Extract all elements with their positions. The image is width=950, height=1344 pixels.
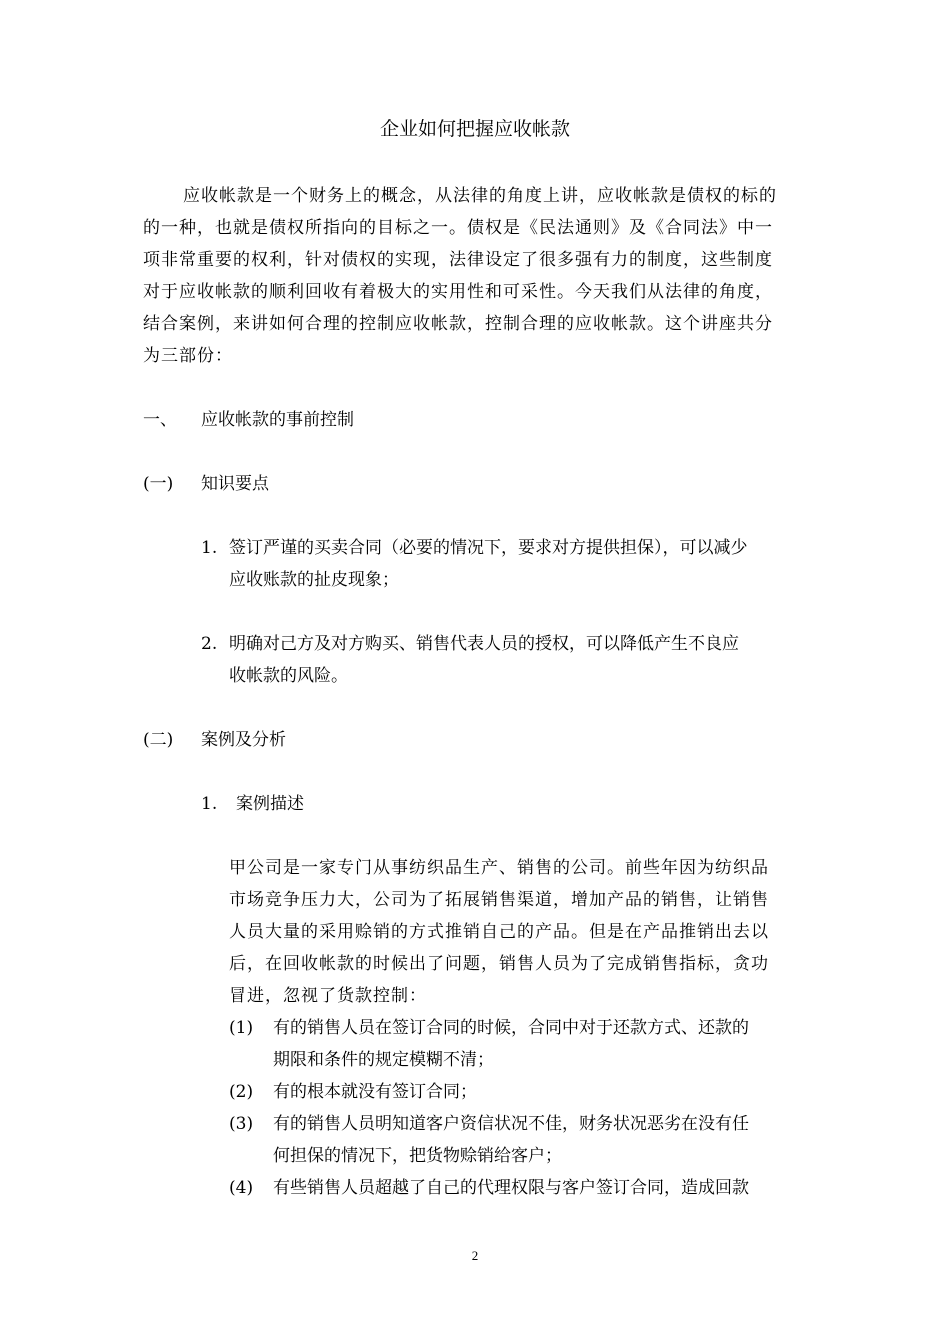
- intro-line: 结合案例，来讲如何合理的控制应收帐款，控制合理的应收帐款。这个讲座共分: [143, 314, 773, 334]
- case-line: 冒进，忽视了货款控制：: [229, 986, 427, 1006]
- subsection-number: (二): [143, 730, 174, 750]
- point-text: 收帐款的风险。: [229, 666, 348, 686]
- intro-line: 对于应收帐款的顺利回收有着极大的实用性和可采性。今天我们从法律的角度，: [143, 282, 773, 302]
- subsection-heading: 案例及分析: [201, 730, 286, 750]
- point-text: 签订严谨的买卖合同（必要的情况下，要求对方提供担保），可以减少: [229, 538, 748, 558]
- point-number: 1.: [201, 538, 218, 558]
- case-item-number: (4): [229, 1178, 254, 1198]
- case-line: 市场竞争压力大，公司为了拓展销售渠道，增加产品的销售，让销售: [229, 890, 769, 910]
- intro-line: 为三部份：: [143, 346, 233, 366]
- case-item-text: 何担保的情况下，把货物赊销给客户；: [273, 1146, 562, 1166]
- intro-line: 应收帐款是一个财务上的概念，从法律的角度上讲，应收帐款是债权的标的: [183, 186, 777, 206]
- case-line: 后，在回收帐款的时候出了问题，销售人员为了完成销售指标，贪功: [229, 954, 769, 974]
- section-heading: 应收帐款的事前控制: [201, 410, 354, 430]
- case-item-text: 有的销售人员在签订合同的时候，合同中对于还款方式、还款的: [273, 1018, 749, 1038]
- case-item-number: (1): [229, 1018, 254, 1038]
- case-item-text: 有的根本就没有签订合同；: [273, 1082, 477, 1102]
- case-line: 甲公司是一家专门从事纺织品生产、销售的公司。前些年因为纺织品: [229, 858, 769, 878]
- subsection-number: (一): [143, 474, 174, 494]
- page-number: 2: [471, 1248, 479, 1263]
- case-heading: 案例描述: [236, 794, 304, 814]
- case-item-text: 有的销售人员明知道客户资信状况不佳，财务状况恶劣在没有任: [273, 1114, 749, 1134]
- document-title: 企业如何把握应收帐款: [379, 118, 570, 140]
- intro-line: 的一种，也就是债权所指向的目标之一。债权是《民法通则》及《合同法》中一: [143, 218, 773, 238]
- subsection-heading: 知识要点: [201, 474, 269, 494]
- point-number: 2.: [201, 634, 218, 654]
- case-heading-number: 1.: [201, 794, 218, 814]
- point-text: 明确对己方及对方购买、销售代表人员的授权，可以降低产生不良应: [229, 634, 739, 654]
- point-text: 应收账款的扯皮现象；: [229, 570, 399, 590]
- case-line: 人员大量的采用赊销的方式推销自己的产品。但是在产品推销出去以: [229, 922, 769, 942]
- case-item-number: (3): [229, 1114, 254, 1134]
- intro-line: 项非常重要的权利，针对债权的实现，法律设定了很多强有力的制度，这些制度: [143, 250, 773, 270]
- case-item-text: 有些销售人员超越了自己的代理权限与客户签订合同，造成回款: [273, 1178, 749, 1198]
- case-item-number: (2): [229, 1082, 254, 1102]
- case-item-text: 期限和条件的规定模糊不清；: [273, 1050, 494, 1070]
- section-number: 一、: [143, 410, 177, 430]
